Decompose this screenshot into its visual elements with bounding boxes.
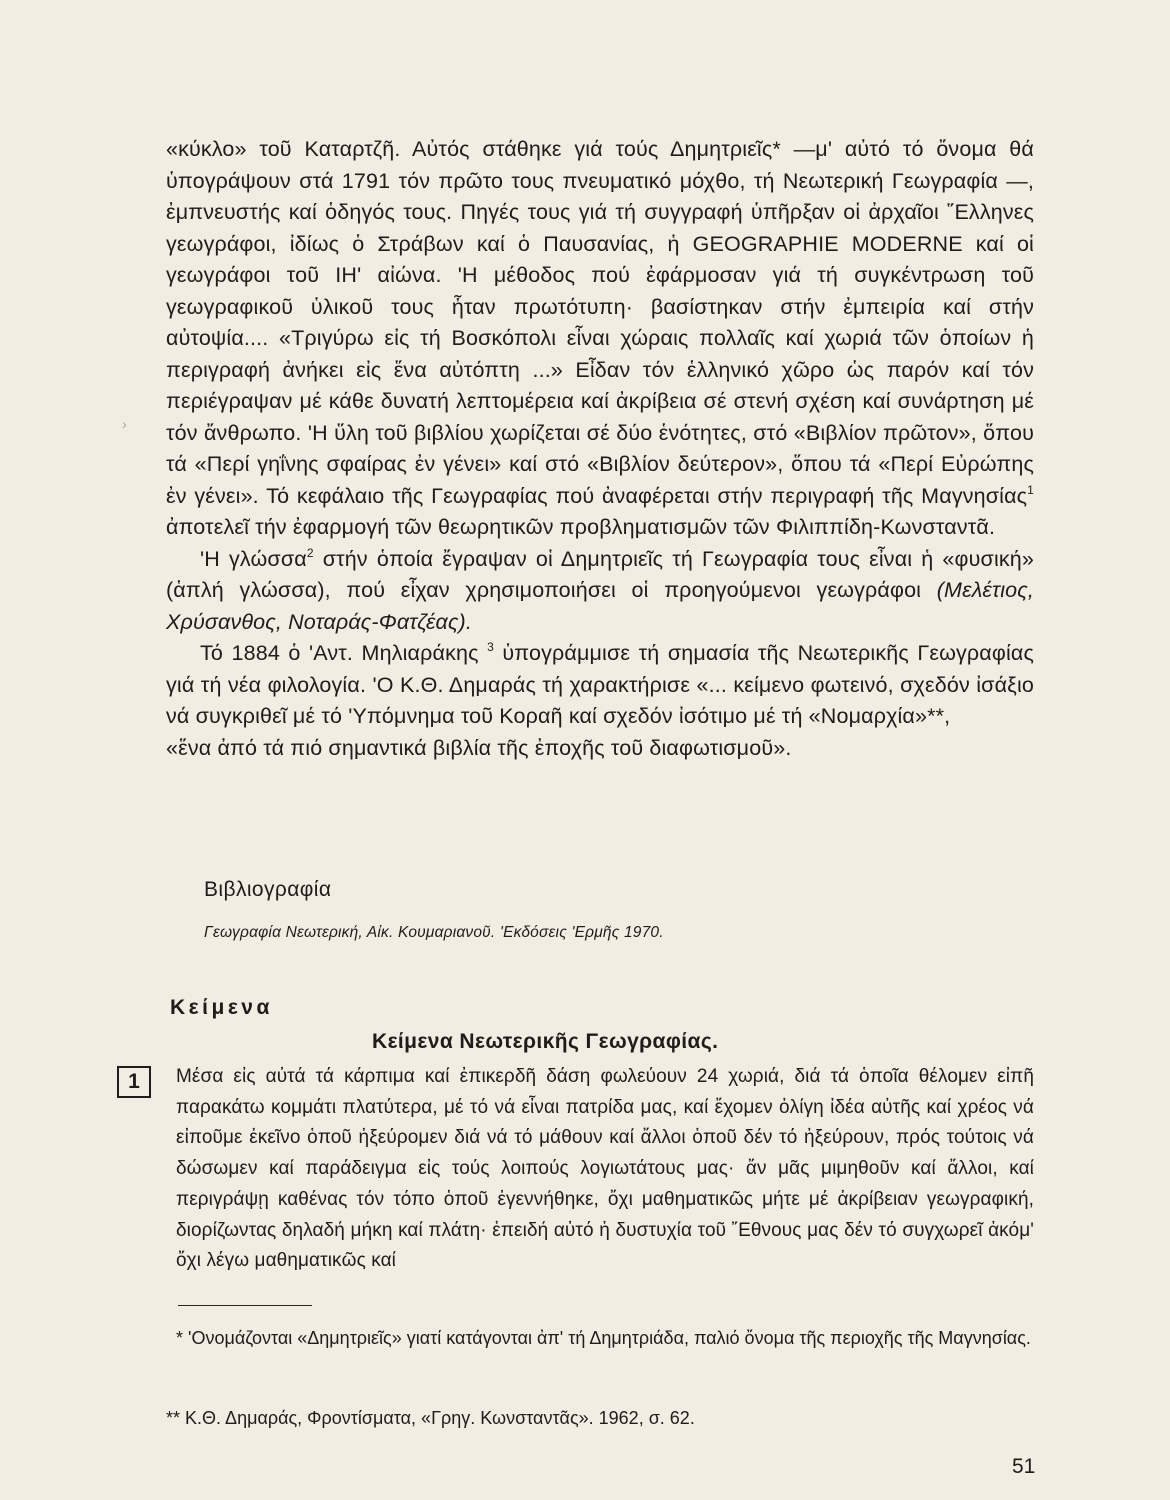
paragraph-3-last-line: «ἕνα ἀπό τά πιό σημαντικά βιβλία τῆς ἐποχῆς τοῦ διαφωτισμοῦ». (166, 735, 792, 760)
footnote-1-marker: * (176, 1328, 184, 1348)
footnote-2 (166, 1404, 1026, 1432)
footnote-2-text: Κ.Θ. Δημαράς, Φροντίσματα, «Γρηγ. Κωνσταντᾶς». 1962, σ. 62. (185, 1408, 695, 1428)
paragraph-2-start: 'Η γλώσσα (200, 546, 307, 571)
footnote-2-marker: ** (166, 1408, 181, 1428)
footnote-ref-1: 1 (1027, 482, 1034, 497)
paragraph-1 (166, 134, 1034, 544)
main-text (166, 134, 1034, 764)
footnote-ref-2: 2 (306, 545, 314, 560)
excerpt-number-box: 1 (117, 1066, 151, 1098)
page-number: 51 (1012, 1455, 1036, 1478)
bibliography-heading: Βιβλιογραφία (204, 878, 332, 901)
bibliography-entry: Γεωγραφία Νεωτερική, Αἰκ. Κουμαριανοῦ. 'Εκδόσεις 'Ερμῆς 1970. (204, 924, 664, 941)
footnote-1 (176, 1324, 1036, 1352)
paragraph-3 (166, 638, 1034, 733)
section-label: Κείμενα (170, 996, 273, 1019)
section-title: Κείμενα Νεωτερικῆς Γεωγραφίας. (372, 1030, 719, 1053)
footnote-1-text: 'Ονομάζονται «Δημητριεῖς» γιατί κατάγονται ἀπ' τή Δημητριάδα, παλιό ὄνομα τῆς περιοχῆς τῆς Μαγνησίας. (188, 1328, 1031, 1348)
paragraph-1-continuation: ἀποτελεῖ τήν ἐφαρμογή τῶν θεωρητικῶν προβληματισμῶν τῶν Φιλιππίδη-Κωνσταντᾶ. (166, 515, 996, 539)
excerpt-text: Μέσα εἰς αὐτά τά κάρπιμα καί ἐπικερδῆ δάση φωλεύουν 24 χωριά, διά τά ὁποῖα θέλομεν εἰπῆ παρακάτω κομμάτι πλατύτερα, μέ τό νά εἶναι πατρίδα μας, καί ἔχομεν ὀλίγη ἰδέα αὐτῆς καί χρέος νά εἰποῦμε ἐκεῖνο ὁποῦ ἠξεύρομεν διά νά τό μάθουν καί ἄλλοι ὁποῦ δέν τό ἠξεύρουν, πρός τούτοις νά δώσωμεν καί παράδειγμα εἰς τούς λοιπούς λογιωτάτους μας· ἄν μᾶς μιμηθοῦν καί ἄλλοι, καί περιγράψῃ καθένας τόν τόπο ὁποῦ ἐγεννήθηκε, ὄχι μαθηματικῶς μήτε μέ ἀκρίβειαν γεωγραφική, διορίζωντας δηλαδή μήκη καί πλάτη· ἐπειδή αὐτό ἡ δυστυχία τοῦ ῎Εθνους μας δέν τό συγχωρεῖ ἀκόμ' ὄχι λέγω μαθηματικῶς καί (176, 1066, 1034, 1272)
paragraph-2-middle: στήν ὁποία ἔγραψαν οἱ Δημητριεῖς τή Γεωγραφία τους εἶναι ἡ «φυσική» (ἁπλή γλώσσα), πού εἶχαν χρησιμοποιήσει οἱ προηγούμενοι γεωγράφοι (166, 546, 1035, 602)
paragraph-2 (166, 544, 1034, 639)
footnote-ref-3: 3 (487, 640, 494, 654)
paragraph-3-rest: ὑπογράμμισε τή σημασία τῆς Νεωτερικῆς Γεωγραφίας γιά τή νέα φιλολογία. 'Ο Κ.Θ. Δημαράς τή χαρακτήρισε «... κείμενο φωτεινό, σχεδόν ἰσάξιο νά συγκριθεῖ μέ τό 'Υπόμνημα τοῦ Κοραῆ καί σχεδόν ἰσότιμο μέ τή «Νομαρχία»**, (166, 641, 1034, 728)
paragraph-2-italic: (Μελέτιος, Χρύσανθος, Νοταράς-Φατζέας). (166, 578, 1034, 634)
paragraph-1-text: «κύκλο» τοῦ Καταρτζῆ. Αὐτός στάθηκε γιά τούς Δημητριεῖς* —μ' αὐτό τό ὄνομα θά ὑπογράψουν στά 1791 τόν πρῶτο τους πνευματικό μόχθο, τή Νεωτερική Γεωγραφία —, ἐμπνευστής καί ὁδηγός τους. Πηγές τους γιά τή συγγραφή ὑπῆρξαν οἱ ἀρχαῖοι ῞Ελληνες γεωγράφοι, ἰδίως ὁ Στράβων καί ὁ Παυσανίας, ἡ GEOGRAPHIE MODERNE καί οἱ γεωγράφοι τοῦ ΙΗ' αἰώνα. 'Η μέθοδος πού ἐφάρμοσαν γιά τή συγκέντρωση τοῦ γεωγραφικοῦ ὑλικοῦ τους ἦταν πρωτότυπη· βασίστηκαν στήν ἐμπειρία καί στήν αὐτοψία.... «Τριγύρω εἰς τή Βοσκόπολι εἶναι χώραις πολλαῖς καί χωριά τῶν ὁποίων ἡ περιγραφή ἀνήκει εἰς ἕνα αὐτόπτη ...» Εἶδαν τόν ἑλληνικό χῶρο ὡς παρόν καί τόν περιέγραψαν μέ κάθε δυνατή λεπτομέρεια καί ἀκρίβεια σέ στενή σχέση καί συνάρτηση μέ τόν ἄνθρωπο. 'Η ὕλη τοῦ βιβλίου χωρίζεται σέ δύο ἑνότητες, στό «Βιβλίον πρῶτον», ὅπου τά «Περί γηΐνης σφαίρας ἐν γένει» καί στό «Βιβλίον δεύτερον», ὅπου τά «Περί Εὐρώπης ἐν γένει». Τό κεφάλαιο τῆς Γεωγραφίας πού ἀναφέρεται στήν περιγραφή τῆς Μαγνησίας (166, 137, 1034, 508)
paragraph-3-start: Τό 1884 ὁ 'Αντ. Μηλιαράκης (200, 641, 488, 665)
footnote-divider (178, 1305, 312, 1306)
margin-mark-icon: › (122, 416, 127, 432)
